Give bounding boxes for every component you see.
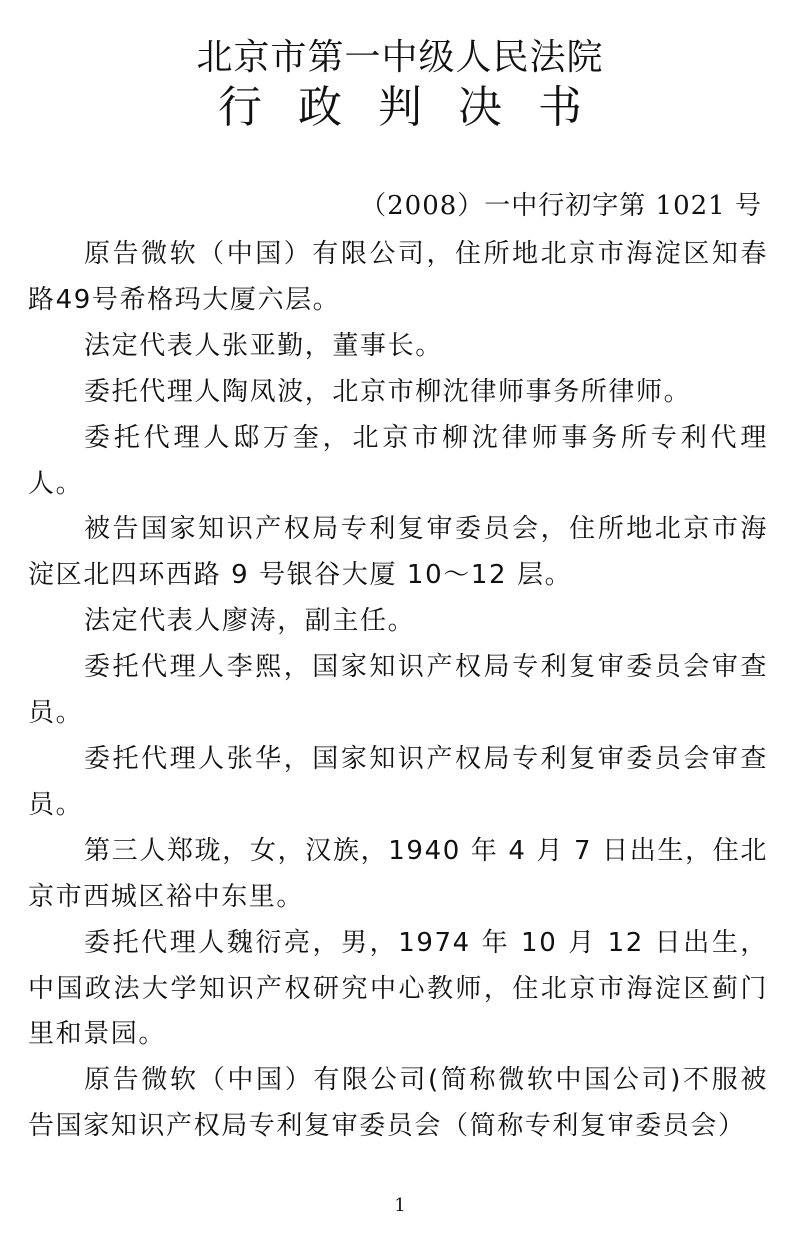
paragraph-defendant-agent-1: 委托代理人李熙，国家知识产权局专利复审委员会审查员。: [28, 652, 768, 729]
paragraph-plaintiff-representative: 法定代表人张亚勤，董事长。: [84, 330, 443, 361]
case-number: （2008）一中行初字第 1021 号: [360, 191, 762, 221]
document-body: [28, 232, 768, 1150]
paragraph-plaintiff-agent-1: 委托代理人陶凤波，北京市柳沈律师事务所律师。: [84, 376, 692, 407]
paragraph-plaintiff: 原告微软（中国）有限公司，住所地北京市海淀区知春路49号希格玛大厦六层。: [28, 239, 768, 315]
paragraph-defendant-representative: 法定代表人廖涛，副主任。: [84, 606, 416, 637]
court-name: 北京市第一中级人民法院: [196, 37, 604, 78]
paragraph-third-party: 第三人郑珑，女，汉族，1940 年 4 月 7 日出生，住北京市西城区裕中东里。: [28, 835, 768, 912]
page-number: 1: [394, 1195, 406, 1216]
paragraph-defendant-agent-2: 委托代理人张华，国家知识产权局专利复审委员会审查员。: [28, 743, 768, 820]
paragraph-third-party-agent: 委托代理人魏衍亮，男，1974 年 10 月 12 日出生，中国政法大学知识产权研究中心教师，住北京市海淀区蓟门里和景园。: [28, 927, 768, 1050]
paragraph-plaintiff-agent-2: 委托代理人邸万奎，北京市柳沈律师事务所专利代理人。: [28, 422, 768, 499]
document-type-title: 行政判决书: [218, 82, 618, 133]
paragraph-case-summary: 原告微软（中国）有限公司(简称微软中国公司)不服被告国家知识产权局专利复审委员会（简称专利复审委员会）: [28, 1065, 768, 1142]
paragraph-defendant: 被告国家知识产权局专利复审委员会，住所地北京市海淀区北四环西路 9 号银谷大厦 10～12 层。: [28, 514, 768, 591]
